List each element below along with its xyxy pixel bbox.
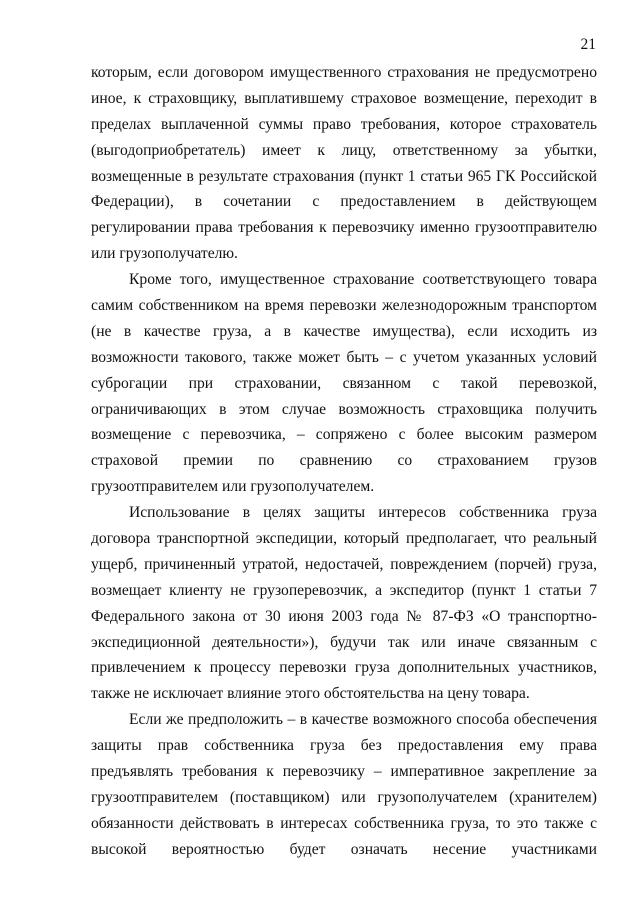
- text-line: или грузополучателю.: [91, 245, 238, 263]
- text-line: ограничивающих в этом случае возможность страховщика получить: [91, 400, 597, 418]
- text-line: Федерации), в сочетании с предоставлением в действующем: [91, 193, 597, 211]
- text-line: возмещает клиенту не грузоперевозчик, а экспедитор (пункт 1 статьи 7: [91, 581, 597, 599]
- text-line: Если же предположить – в качестве возможного способа обеспечения: [129, 711, 597, 729]
- text-line: регулировании права требования к перевозчику именно грузоотправителю: [91, 219, 597, 237]
- text-line: ущерб, причиненный утратой, недостачей, повреждением (порчей) груза,: [91, 555, 597, 573]
- page-number: 21: [580, 36, 596, 53]
- text-line: возможности такового, также может быть – с учетом указанных условий: [91, 348, 597, 366]
- text-line: иное, к страховщику, выплатившему страховое возмещение, переходит в: [91, 89, 597, 107]
- text-line: Федерального закона от 30 июня 2003 года № 87-ФЗ «О транспортно-: [91, 607, 597, 625]
- text-line: (не в качестве груза, а в качестве имущества), если исходить из: [91, 322, 597, 340]
- text-line: возмещение с перевозчика, – сопряжено с более высоким размером: [91, 426, 597, 444]
- text-line: возмещенные в результате страхования (пункт 1 статьи 965 ГК Российской: [91, 167, 597, 185]
- text-line: пределах выплаченной суммы право требования, которое страхователь: [91, 115, 597, 133]
- text-line: привлечением к процессу перевозки груза дополнительных участников,: [91, 659, 597, 677]
- paragraph: [91, 60, 597, 267]
- text-line: защиты прав собственника груза без предоставления ему права: [91, 737, 597, 755]
- paragraph: [91, 267, 597, 500]
- text-line: грузоотправителем (поставщиком) или грузополучателем (хранителем): [91, 788, 597, 806]
- text-line: договора транспортной экспедиции, который предполагает, что реальный: [91, 530, 597, 548]
- text-line: самим собственником на время перевозки железнодорожным транспортом: [91, 297, 597, 315]
- text-line: обязанности действовать в интересах собственника груза, то это также с: [91, 814, 597, 832]
- text-line: Использование в целях защиты интересов собственника груза: [129, 504, 597, 522]
- text-line: грузоотправителем или грузополучателем.: [91, 478, 375, 496]
- text-line: (выгодоприобретатель) имеет к лицу, ответственному за убытки,: [91, 141, 597, 159]
- text-line: страховой премии по сравнению со страхованием грузов: [91, 452, 597, 470]
- text-line: высокой вероятностью будет означать несение участниками: [91, 840, 597, 858]
- document-body: [91, 60, 597, 863]
- paragraph: [91, 707, 597, 862]
- text-line: предъявлять требования к перевозчику – императивное закрепление за: [91, 763, 597, 781]
- text-line: Кроме того, имущественное страхование соответствующего товара: [129, 271, 597, 289]
- text-line: экспедиционной деятельности»), будучи так или иначе связанным с: [91, 633, 597, 651]
- paragraph: [91, 500, 597, 707]
- text-line: также не исключает влияние этого обстоятельства на цену товара.: [91, 685, 530, 703]
- text-line: суброгации при страховании, связанном с такой перевозкой,: [91, 374, 597, 392]
- text-line: которым, если договором имущественного страхования не предусмотрено: [91, 64, 597, 81]
